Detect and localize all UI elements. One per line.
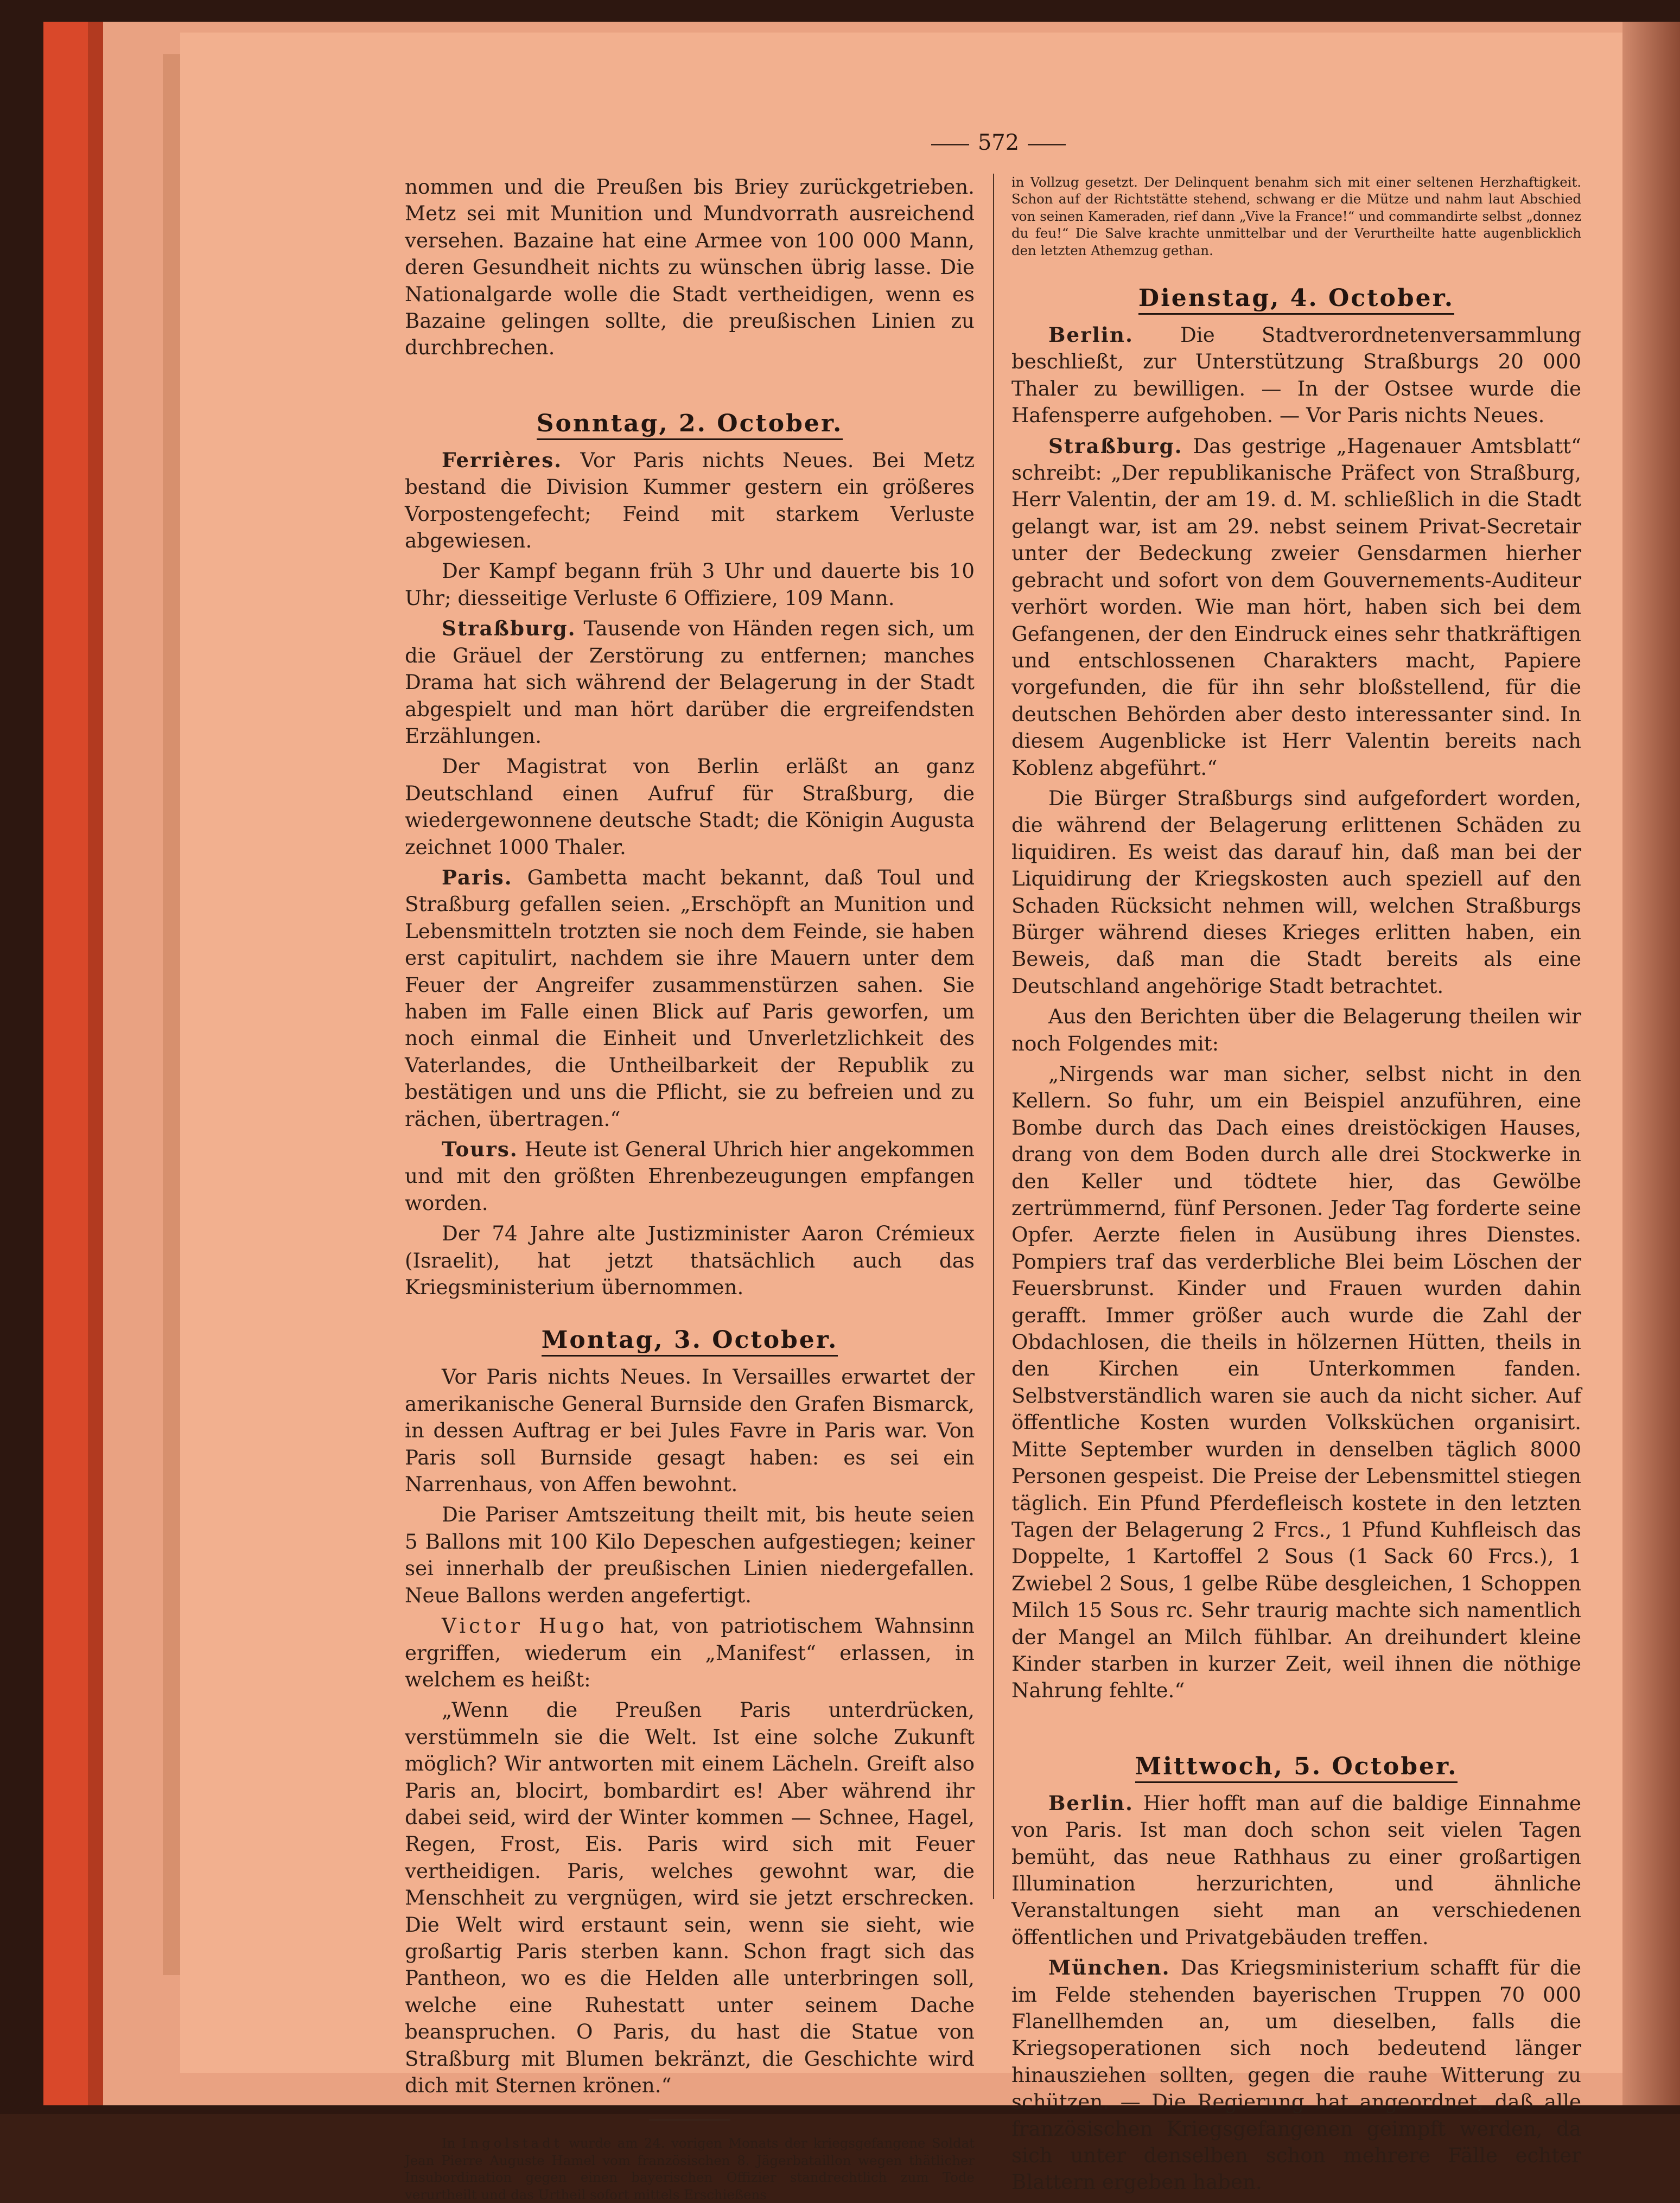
paragraph-kampf: Der Kampf begann früh 3 Uhr und dauerte bis 10 Uhr; diesseitige Verluste 6 Offiziere, 109 Mann. (405, 559, 975, 610)
paragraph-buerger: Die Bürger Straßburgs sind aufgefordert worden, die während der Belagerung erlittenen Schäden zu liquidiren. Es weist das darauf hin, daß man bei der Liquidirung der Kriegskosten auch speziell auf den Schaden Rücksicht nehmen will, welchen Straßburgs Bürger während dieses Krieges erlitten haben, ein Beweis, daß man die Stadt bereits als eine Deutschland angehörige Stadt betrachtet. (1011, 786, 1581, 998)
place-paris: Paris. (442, 865, 513, 889)
paragraph-hugo: Victor Hugo hat, von patriotischem Wahnsinn ergriffen, wiederum ein „Manifest“ erlassen, in welchem es heißt: (405, 1614, 975, 1691)
place-berlin-2: Berlin. (1048, 1791, 1134, 1815)
footnote-continuation: in Vollzug gesetzt. Der Delinquent benahm sich mit einer seltenen Herzhaftigkeit. Schon auf der Richtstätte stehend, schwang er die Mütze und nahm laut Abschied von seinen Kameraden, rief dann „Vive la France!“ und commandirte selbst „donnez du feu!“ Die Salve krachte unmittelbar und der Verurtheilte hatte augenblicklich den letzten Athemzug gethan. (1011, 174, 1581, 258)
heading-montag: Montag, 3. October. (405, 1326, 975, 1354)
place-strassburg-2: Straßburg. (1048, 434, 1183, 458)
paragraph-ferrieres: Ferrières. Vor Paris nichts Neues. Bei Metz bestand die Division Kummer gestern ein größeres Vorpostengefecht; Feind mit starkem Verluste abgewiesen. (405, 448, 975, 553)
heading-sonntag: Sonntag, 2. October. (405, 410, 975, 437)
paragraph-berlin-2: Berlin. Hier hofft man auf die baldige Einnahme von Paris. Ist man doch schon seit vielen Tagen bemüht, das neue Rathhaus zu einer großartigen Illumination herzurichten, und ähnliche Veranstaltungen sieht man an verschiedenen öffentlichen und Privatgebäuden treffen. (1011, 1791, 1581, 1949)
paragraph-strassburg: Straßburg. Tausende von Händen regen sich, um die Gräuel der Zerstörung zu entfernen; manches Drama hat sich während der Belagerung in der Stadt abgespielt und man hört darüber die ergreifendsten Erzählungen. (405, 616, 975, 748)
page-number: 572 (917, 130, 1080, 155)
heading-dienstag: Dienstag, 4. October. (1011, 284, 1581, 312)
footnote-ingolstadt: In Ingolstadt wurde am 24. vorigen Monats der kriegsgefangene Soldat Jean Pierre Auguste Hamel vom französischen 8. Jägerbataillon wegen thätlicher Insubordination gegen einen bayerischen Offizier standrechtlich zum Tode verurtheilt und das Urtheil sofort mittels Erschießens (405, 2135, 975, 2202)
paragraph-berlin: Berlin. Die Stadtverordnetenversammlung beschließt, zur Unterstützung Straßburgs 20 000 Thaler zu bewilligen. — In der Ostsee wurde die Hafensperre aufgehoben. — Vor Paris nichts Neues. (1011, 323, 1581, 428)
facing-page-shadow (1622, 22, 1680, 2105)
place-strassburg: Straßburg. (442, 616, 576, 641)
left-column (405, 174, 975, 2203)
paragraph-paris: Paris. Gambetta macht bekannt, daß Toul und Straßburg gefallen seien. „Erschöpft an Munition und Lebensmitteln trotzten sie noch dem Feinde, sie haben erst capitulirt, nachdem sie ihre Mauern unter dem Feuer der Angreifer zusammenstürzen sahen. Sie haben im Falle einen Blick auf Paris geworfen, um noch einmal die Einheit und Unverletzlichkeit des Vaterlandes, die Untheilbarkeit der Republik zu bestätigen und uns die Pflicht, sie zu befreien und zu rächen, übertragen.“ (405, 865, 975, 1131)
page-fore-edge (163, 54, 182, 1975)
paragraph-cremieux: Der 74 Jahre alte Justizminister Aaron Crémieux (Israelit), hat jetzt thatsächlich auch das Kriegsministerium übernommen. (405, 1221, 975, 1300)
name-victor-hugo: Victor Hugo (442, 1614, 608, 1638)
place-berlin: Berlin. (1048, 323, 1134, 347)
paragraph-muenchen: München. Das Kriegsministerium schafft für die im Felde stehenden bayerischen Truppen 70 000 Flanellhemden an, um dieselben, falls die Kriegsoperationen sich noch bedeutend länger hinausziehen sollten, gegen die rauhe Witterung zu schützen. — Die Regierung hat angeordnet, daß alle französischen Kriegsgefangenen geimpft werden, da sich unter denselben schon mehrere Fälle echter Blattern ergeben haben. (1011, 1956, 1581, 2194)
paragraph-montag: Vor Paris nichts Neues. In Versailles erwartet der amerikanische General Burnside den Grafen Bismarck, in dessen Auftrag er bei Jules Favre in Paris war. Von Paris soll Burnside gesagt haben: es sei ein Narrenhaus, von Affen bewohnt. (405, 1365, 975, 1497)
paragraph-amtszeitung: Die Pariser Amtszeitung theilt mit, bis heute seien 5 Ballons mit 100 Kilo Depeschen aufgestiegen; keiner sei innerhalb der preußischen Linien niedergefallen. Neue Ballons werden angefertigt. (405, 1502, 975, 1607)
place-ferrieres: Ferrières. (442, 448, 563, 472)
paragraph-strassburg-amtsblatt: Straßburg. Das gestrige „Hagenauer Amtsblatt“ schreibt: „Der republikanische Präfect von Straßburg, Herr Valentin, der am 19. d. M. schließlich in die Stadt gelangt war, ist am 29. nebst seinem Privat-Secretair unter der Bedeckung zweier Gensdarmen hierher gebracht und sofort von dem Gouvernements-Auditeur verhört worden. Wie man hört, haben sich bei dem Gefangenen, der den Eindruck eines sehr thatkräftigen und entschlossenen Charakters macht, Papiere vorgefunden, die für ihn sehr bloßstellend, für die deutschen Behörden aber desto interessanter sind. In diesem Augenblicke ist Herr Valentin bereits nach Koblenz abgeführt.“ (1011, 434, 1581, 780)
paragraph-berichten: Aus den Berichten über die Belagerung theilen wir noch Folgendes mit: (1011, 1004, 1581, 1055)
paragraph-magistrat: Der Magistrat von Berlin erläßt an ganz Deutschland einen Aufruf für Straßburg, die wiedergewonnene deutsche Stadt; die Königin Augusta zeichnet 1000 Thaler. (405, 754, 975, 859)
right-column (1011, 174, 1581, 2200)
paragraph-manifest: „Wenn die Preußen Paris unterdrücken, verstümmeln sie die Welt. Ist eine solche Zukunft möglich? Wir antworten mit einem Lächeln. Greift also Paris an, blocirt, bombardirt es! Aber während ihr dabei seid, wird der Winter kommen — Schnee, Hagel, Regen, Frost, Eis. Paris wird sich mit Feuer vertheidigen. Paris, welches gewohnt war, die Menschheit zu vergnügen, wird sie jetzt erschrecken. Die Welt wird erstaunt sein, wenn sie sieht, wie großartig Paris sterben kann. Schon fragt sich das Pantheon, wo es die Helden alle unterbringen soll, welche eine Ruhestatt unter seinem Dache beanspruchen. O Paris, du hast die Statue von Straßburg mit Blumen bekränzt, die Geschichte wird dich mit Sternen krönen.“ (405, 1698, 975, 2097)
paragraph-carryover: nommen und die Preußen bis Briey zurückgetrieben. Metz sei mit Munition und Mundvorrath ausreichend versehen. Bazaine hat eine Armee von 100 000 Mann, deren Gesundheit nichts zu wünschen übrig lasse. Die Nationalgarde wolle die Stadt vertheidigen, wenn es Bazaine gelingen sollte, die preußischen Linien zu durchbrechen. (405, 175, 975, 360)
paragraph-nirgends: „Nirgends war man sicher, selbst nicht in den Kellern. So fuhr, um ein Beispiel anzuführen, eine Bombe durch das Dach eines dreistöckigen Hauses, drang von dem Boden durch alle drei Stockwerke in den Keller und tödtete hier, das Gewölbe zertrümmernd, fünf Personen. Jeder Tag forderte seine Opfer. Aerzte fielen in Ausübung ihres Dienstes. Pompiers traf das verderbliche Blei beim Löschen der Feuersbrunst. Kinder und Frauen wurden dahin gerafft. Immer größer auch wurde die Zahl der Obdachlosen, die theils in hölzernen Hütten, theils in den Kirchen ein Unterkommen fanden. Selbstverständlich waren sie auch da nicht sicher. Auf öffentliche Kosten wurden Volksküchen organisirt. Mitte September wurden in denselben täglich 8000 Personen gespeist. Die Preise der Lebensmittel stiegen täglich. Ein Pfund Pferdefleisch kostete in den letzten Tagen der Belagerung 2 Frcs., 1 Pfund Kuhfleisch das Doppelte, 1 Kartoffel 2 Sous (1 Sack 60 Frcs.), 1 Zwiebel 2 Sous, 1 gelbe Rübe desgleichen, 1 Schoppen Milch 15 Sous rc. Sehr traurig machte sich namentlich der Mangel an Milch fühlbar. An dreihundert kleine Kinder starben in kurzer Zeit, weil ihnen die nöthige Nahrung fehlte.“ (1011, 1062, 1581, 1703)
place-ingolstadt: Ingolstadt (461, 2135, 563, 2151)
footnote-rule (649, 2119, 730, 2121)
place-muenchen: München. (1048, 1956, 1170, 1980)
paragraph-tours: Tours. Heute ist General Uhrich hier angekommen und mit den größten Ehrenbezeugungen empfangen worden. (405, 1137, 975, 1215)
heading-mittwoch: Mittwoch, 5. October. (1011, 1753, 1581, 1780)
place-tours: Tours. (442, 1137, 518, 1161)
book-red-edge (43, 22, 103, 2105)
column-rule (993, 174, 994, 1899)
